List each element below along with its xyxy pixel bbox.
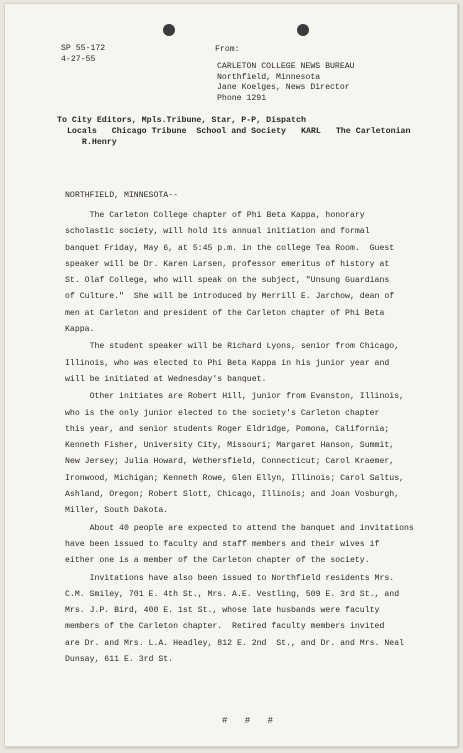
- release-reference: [61, 44, 105, 65]
- sender-block: [217, 62, 355, 104]
- sender-city: Northfield, Minnesota: [217, 72, 321, 82]
- paragraph-5: Invitations have also been issued to Northfield residents Mrs. C.M. Smiley, 701 E. 4th St., Mrs. A.E. Vestling, 509 E. 3rd St., and Mrs. J.P. Bird, 400 E. 1st St., whose late husbands were faculty members of the Carleton chapter. Retired faculty members invited are Dr. and Mrs. L.A. Headley, 812 E. 2nd St., and Dr. and Mrs. Neal Dunsay, 611 E. 3rd St.: [65, 573, 405, 665]
- distribution-line-3: R.Henry: [57, 138, 117, 147]
- reference-number: SP 55-172: [61, 44, 106, 53]
- article-body: [65, 208, 440, 669]
- sender-director: Jane Koelges, News Director: [217, 83, 350, 93]
- end-mark: # # #: [222, 716, 280, 726]
- reference-date: 4-27-55: [61, 54, 96, 64]
- sender-name: CARLETON COLLEGE NEWS BUREAU: [217, 62, 355, 71]
- punch-hole-right: [297, 24, 309, 36]
- paragraph-2: The student speaker will be Richard Lyons, senior from Chicago, Illinois, who was elected to Phi Beta Kappa in his junior year and will be initiated at Wednesday's banquet.: [65, 342, 400, 384]
- distribution-line-1: To City Editors, Mpls.Tribune, Star, P-P, Dispatch: [57, 116, 306, 125]
- paragraph-1: The Carleton College chapter of Phi Beta Kappa, honorary scholastic society, will hold its annual initiation and formal banquet Friday, May 6, at 5:45 p.m. in the college Tea Room. Guest speaker will be Dr. Karen Larsen, professor emeritus of history at St. Olaf College, who will speak on the subject, "Unsung Guardians of Culture." She will be introduced by Merrill E. Jarchow, dean of men at Carleton and president of the Carleton chapter of Phi Beta Kappa.: [65, 211, 395, 335]
- dateline: NORTHFIELD, MINNESOTA--: [65, 191, 179, 200]
- paragraph-4: About 40 people are expected to attend the banquet and invitations have been issued to faculty and staff members and their wives if either one is a member of the Carleton chapter of the society.: [65, 523, 414, 566]
- sender-phone: Phone 1291: [217, 93, 267, 103]
- from-label: From:: [215, 45, 240, 54]
- distribution-list: [57, 115, 411, 148]
- press-release-page: [4, 3, 458, 747]
- distribution-line-2: Locals Chicago Tribune School and Society KARL The Carletonian: [57, 127, 411, 136]
- punch-hole-left: [163, 24, 175, 36]
- paragraph-3: Other initiates are Robert Hill, junior from Evanston, Illinois, who is the only junior elected to the society's Carleton chapter this year, and senior students Roger Eldridge, Pomona, California; Kenneth Fisher, University City, Missouri; Margaret Hanson, Summit, New Jersey; Julia Howard, Wethersfield, Connecticut; Carol Kraemer, Ironwood, Michigan; Kenneth Rowe, Glen Ellyn, Illinois; Carol Saltus, Ashland, Oregon; Robert Slott, Chicago, Illinois; and Joan Vosburgh, Miller, South Dakota.: [65, 392, 405, 516]
